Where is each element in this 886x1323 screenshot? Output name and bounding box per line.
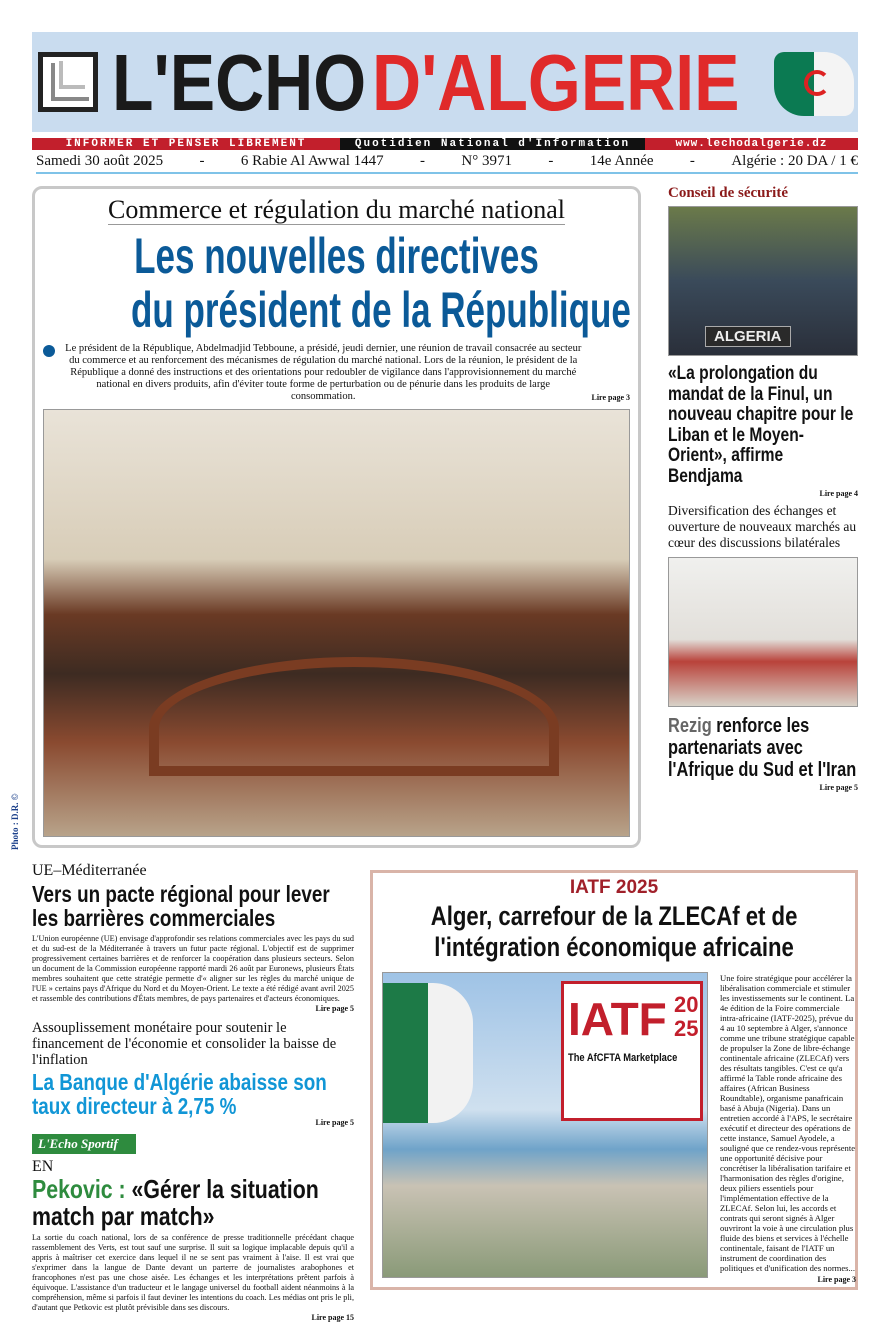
iatf-photo (382, 972, 708, 1278)
masthead (32, 32, 858, 132)
eu-kicker: UE–Méditerranée (32, 862, 147, 879)
eu-read-more[interactable]: Lire page 5 (315, 1004, 354, 1013)
year: 14e Année (589, 153, 654, 169)
logo-icon (38, 52, 98, 112)
side2-headline-name: Rezig (668, 715, 712, 737)
iatf-read-more[interactable]: Lire page 3 (817, 1275, 856, 1284)
bank-headline[interactable]: La Banque d'Algérie abaisse son taux directeur à 2,75 % (32, 1069, 327, 1119)
lead-text: Le président de la République, Abdelmadjid Tebboune, a présidé, jeudi dernier, une réunion de travail consacrée au secteur du commerce et au renforcement des mécanismes de régulation du marché national. Lors de la réunion, le président de la République a donné des instructions et des orientations pour redoubler de vigilance dans l'approvisionnement du marché national en divers produits, afin d'éviter toute forme de perturbation ou de pénurie dans les produits de large consommation. (65, 343, 582, 402)
lead-kicker (43, 195, 630, 225)
masthead-title-2: D'ALGERIE (372, 38, 740, 127)
masthead-title-1: L'ECHO (112, 38, 367, 127)
algerian-flag-icon (383, 983, 473, 1123)
sport-headline-rest: «Gérer la situation match par match» (32, 1174, 319, 1231)
iatf-headline[interactable]: Alger, carrefour de la ZLECAf et de l'intégration économique africaine (430, 901, 798, 962)
price: Algérie : 20 DA / 1 € (731, 153, 858, 169)
iatf-text-column (720, 973, 856, 1285)
poster-year-1: 20 (674, 992, 699, 1017)
separator: - (199, 153, 205, 169)
sport-headline[interactable] (32, 1176, 352, 1230)
side2-read-more[interactable]: Lire page 5 (819, 783, 858, 792)
lead-read-more[interactable]: Lire page 3 (591, 393, 630, 402)
iatf-article[interactable] (370, 870, 858, 1290)
lead-headline-line1: Les nouvelles directives (134, 228, 539, 284)
security-council-photo (668, 206, 858, 356)
side1-section: Conseil de sécurité (668, 185, 788, 201)
hijri-date: 6 Rabie Al Awwal 1447 (240, 153, 384, 169)
side1-read-more[interactable]: Lire page 4 (819, 489, 858, 498)
bank-kicker: Assouplissement monétaire pour soutenir le financement de l'économie et consolider la baisse de l'inflation (32, 1020, 337, 1068)
eu-text: L'Union européenne (UE) envisage d'approfondir ses relations commerciales avec les pays du sud et du sud-est de la Méditerranée à travers un futur pacte régional. L'objectif est de supprimer progressivement certaines barrières et de renforcer la coopération dans plusieurs secteurs. Selon un document de la Commission européenne rapporté mardi 26 août par Euronews, plusieurs États membres souhaitent que cette stratégie permette d'« aligner sur les règles du marché unique de l'UE » certains pays d'Afrique du Nord et du Moyen-Orient. Le texte a été rédigé avant avril 2025 et rassemble des contributions d'États membres, de pays partenaires et d'acteurs économiques. (32, 934, 354, 1003)
right-column (668, 184, 858, 793)
sport-kicker: EN (32, 1158, 54, 1175)
subtitle: Quotidien National d'Information (340, 138, 645, 150)
date: Samedi 30 août 2025 (36, 153, 164, 169)
meeting-photo (43, 409, 630, 837)
lead-summary (43, 343, 630, 403)
bank-read-more[interactable]: Lire page 5 (315, 1118, 354, 1127)
bullet-icon (43, 345, 55, 357)
lead-article[interactable] (32, 186, 641, 848)
iatf-poster (561, 981, 703, 1121)
side2-kicker: Diversification des échanges et ouverture de nouveaux marchés au cœur des discussions bilatérales (668, 503, 857, 550)
bilateral-meeting-photo (668, 557, 858, 707)
algerian-flag-icon (774, 52, 854, 116)
nameplate: ALGERIA (705, 326, 791, 347)
sport-read-more[interactable]: Lire page 15 (311, 1313, 354, 1322)
poster-tagline: The AfCFTA Marketplace (568, 1052, 678, 1064)
iatf-section: IATF 2025 (569, 877, 659, 898)
lead-headline[interactable] (43, 229, 630, 337)
photo-credit: Photo : D.R. © (10, 793, 20, 850)
poster-year-2: 25 (674, 1016, 699, 1041)
eu-headline[interactable]: Vers un pacte régional pour lever les barrières commerciales (32, 881, 330, 931)
website-link[interactable]: www.lechodalgerie.dz (645, 138, 858, 150)
side2-headline-rest: renforce les partenariats avec l'Afrique du Sud et l'Iran (668, 715, 857, 781)
sport-text: La sortie du coach national, lors de sa conférence de presse traditionnelle précédant chaque rassemblement des Verts, est tout sauf une surprise. Il suit sa logique implacable depuis qu'il a appris à maîtriser cet exercice dans lequel il ne se sent pas vraiment à l'aise. Il est vrai que s'exprimer dans la langue de Dante devant un parterre de journalistes arabophones et francophones n'est pas une chose aisée. Les échanges et les interprétations prêtent parfois à équivoque. L'assistance d'un traducteur et le langage universel du football aident néanmoins à la compréhension, même si parfois il faut deviner les intentions du coach. Les médias ont pris le pli, d'autant que Petkovic est plutôt prévisible dans ses discours. (32, 1233, 354, 1312)
sport-section-label: L'Echo Sportif (32, 1134, 136, 1154)
issue-number: N° 3971 (461, 153, 513, 169)
poster-logo: IATF (568, 993, 667, 1045)
lead-kicker-text: Commerce et régulation du marché national (108, 195, 565, 224)
iatf-text: Une foire stratégique pour accélérer la libéralisation commerciale et stimuler les investissements sur le continent. La 4e édition de la Foire commerciale intra-africaine (IATF-2025), prévue du 4 au 10 septembre à Alger, s'annonce comme une tribune stratégique capable de propulser la Zone de libre-échange continentale africaine (ZLECAf) vers des résultats tangibles. C'est ce qu'a affirmé la Table ronde africaine des affaires (African Business Roundtable), organisme panafricain basé à Abuja (Nigeria). Dans un entretien accordé à l'APS, le secrétaire exécutif et directeur des opérations de cette instance, Samuel Ayodele, a souligné que ce rendez-vous représente une opportunité décisive pour concrétiser la libéralisation tarifaire et l'harmonisation des règles d'origine, deux piliers essentiels pour l'implémentation effective de la ZLECAf. Selon lui, les accords et contrats qui seront signés à Alger ouvriront la voie à une circulation plus fluide des biens et services à l'échelle continentale, faisant de l'IATF un instrument de coordination des politiques et d'unification des normes... (720, 973, 856, 1273)
sport-headline-name: Pekovic : (32, 1174, 126, 1204)
separator: - (689, 153, 695, 169)
sport-section (32, 1134, 354, 1154)
separator: - (420, 153, 426, 169)
side2-headline[interactable] (668, 715, 857, 781)
dateline (36, 152, 858, 174)
left-column (32, 862, 354, 1323)
lead-headline-line2: du président de la République (131, 282, 631, 338)
slogan: INFORMER ET PENSER LIBREMENT (32, 138, 340, 150)
side1-headline[interactable]: «La prolongation du mandat de la Finul, un nouveau chapitre pour le Liban et le Moyen-Orient», affirme Bendjama (668, 363, 854, 487)
separator: - (548, 153, 554, 169)
